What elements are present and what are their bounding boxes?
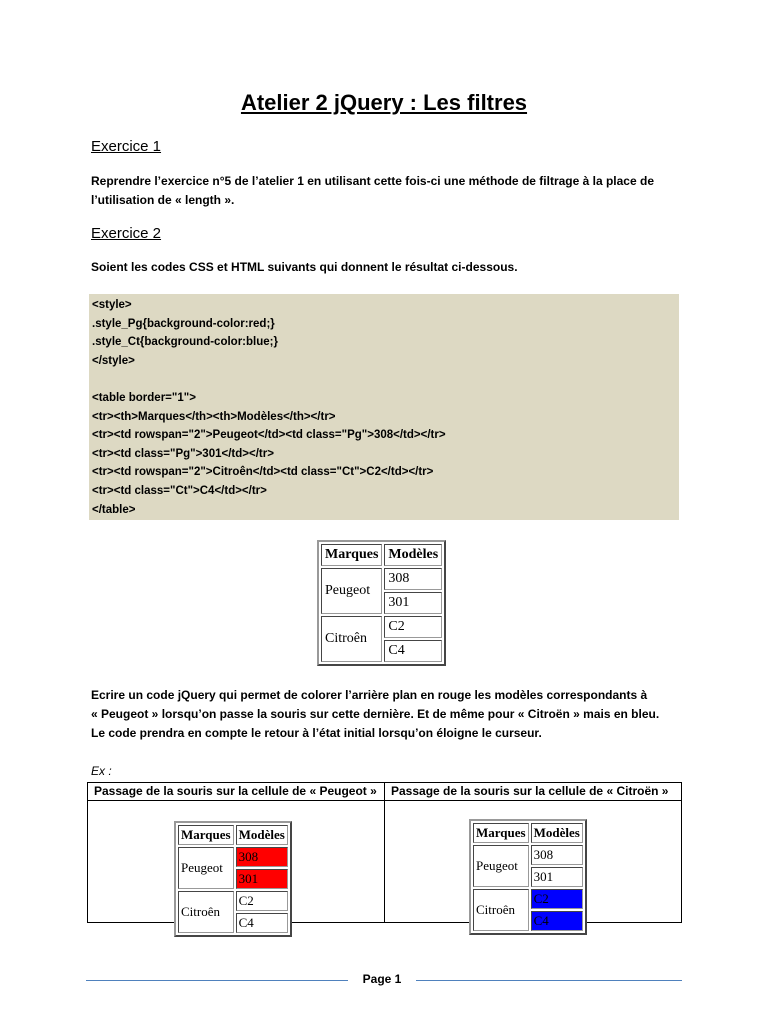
cell-308: 308	[236, 847, 288, 867]
code-line: .style_Pg{background-color:red;}	[92, 317, 275, 330]
cell-301: 301	[531, 867, 583, 887]
cell-peugeot[interactable]: Peugeot	[473, 845, 529, 887]
header-modeles: Modèles	[531, 823, 583, 843]
example-label: Ex :	[91, 764, 112, 778]
footer-rule-right	[416, 980, 682, 981]
code-line: <tr><td class="Pg">301</td></tr>	[92, 447, 274, 460]
code-line: <tr><td rowspan="2">Citroên</td><td class="Ct">C2</td></tr>	[92, 466, 434, 479]
cell-citroen[interactable]: Citroên	[473, 889, 529, 931]
example-cell-peugeot	[88, 801, 385, 930]
result-table	[317, 540, 446, 666]
cell-c4: C4	[531, 911, 583, 931]
code-line: <tr><th>Marques</th><th>Modèles</th></tr>	[92, 410, 336, 423]
header-marques: Marques	[321, 544, 382, 566]
exercice1-heading: Exercice 1	[91, 138, 162, 155]
code-block	[89, 294, 679, 520]
header-marques: Marques	[178, 825, 234, 845]
example-header-citroen: Passage de la souris sur la cellule de « Citroën »	[391, 784, 669, 798]
header-modeles: Modèles	[236, 825, 288, 845]
code-line	[92, 370, 676, 389]
header-modeles: Modèles	[384, 544, 442, 566]
page-number: Page 1	[362, 972, 402, 986]
description-line-1: Ecrire un code jQuery qui permet de colorer l’arrière plan en rouge les modèles correspondants à	[91, 688, 648, 702]
code-line: <style>	[92, 299, 132, 311]
code-line: <tr><td rowspan="2">Peugeot</td><td class="Pg">308</td></tr>	[92, 429, 446, 442]
exercice1-line-2: l’utilisation de « length ».	[91, 193, 235, 207]
code-line: </table>	[92, 503, 136, 516]
example-table	[87, 782, 682, 930]
description-line-3: Le code prendra en compte le retour à l’état initial lorsqu’on éloigne le curseur.	[91, 726, 542, 740]
code-line: <table border="1">	[92, 391, 196, 404]
cell-c4: C4	[384, 640, 442, 662]
footer-rule-left	[86, 980, 348, 981]
code-line: .style_Ct{background-color:blue;}	[92, 336, 278, 349]
cell-301: 301	[236, 869, 288, 889]
page-title: Atelier 2 jQuery : Les filtres	[240, 90, 528, 115]
example-header-peugeot: Passage de la souris sur la cellule de « Peugeot »	[88, 783, 385, 800]
cell-308: 308	[384, 568, 442, 590]
cell-citroen[interactable]: Citroên	[321, 616, 382, 662]
code-line: </style>	[92, 354, 135, 367]
example-table-citroen-hover	[469, 819, 587, 935]
code-line: <tr><td class="Ct">C4</td></tr>	[92, 484, 267, 497]
example-table-peugeot-hover	[174, 821, 292, 937]
exercice1-line-1: Reprendre l’exercice n°5 de l’atelier 1 en utilisant cette fois-ci une méthode de filtrage à la place de	[91, 174, 654, 188]
exercice2-description	[91, 686, 679, 743]
result-table-figure	[317, 540, 446, 666]
example-cell-citroen	[385, 801, 681, 928]
cell-c2: C2	[531, 889, 583, 909]
exercice2-heading: Exercice 2	[91, 225, 162, 242]
exercice1-text	[91, 172, 679, 210]
cell-peugeot[interactable]: Peugeot	[178, 847, 234, 889]
cell-301: 301	[384, 592, 442, 614]
cell-308: 308	[531, 845, 583, 865]
description-line-2: « Peugeot » lorsqu’on passe la souris sur cette dernière. Et de même pour « Citroën » mais en bleu.	[91, 707, 660, 721]
cell-c2: C2	[236, 891, 288, 911]
cell-peugeot[interactable]: Peugeot	[321, 568, 382, 614]
cell-citroen[interactable]: Citroên	[178, 891, 234, 933]
example-body-row	[88, 801, 681, 930]
cell-c2: C2	[384, 616, 442, 638]
cell-c4: C4	[236, 913, 288, 933]
exercice2-intro: Soient les codes CSS et HTML suivants qui donnent le résultat ci-dessous.	[91, 260, 518, 274]
example-header-row	[88, 783, 681, 801]
header-marques: Marques	[473, 823, 529, 843]
